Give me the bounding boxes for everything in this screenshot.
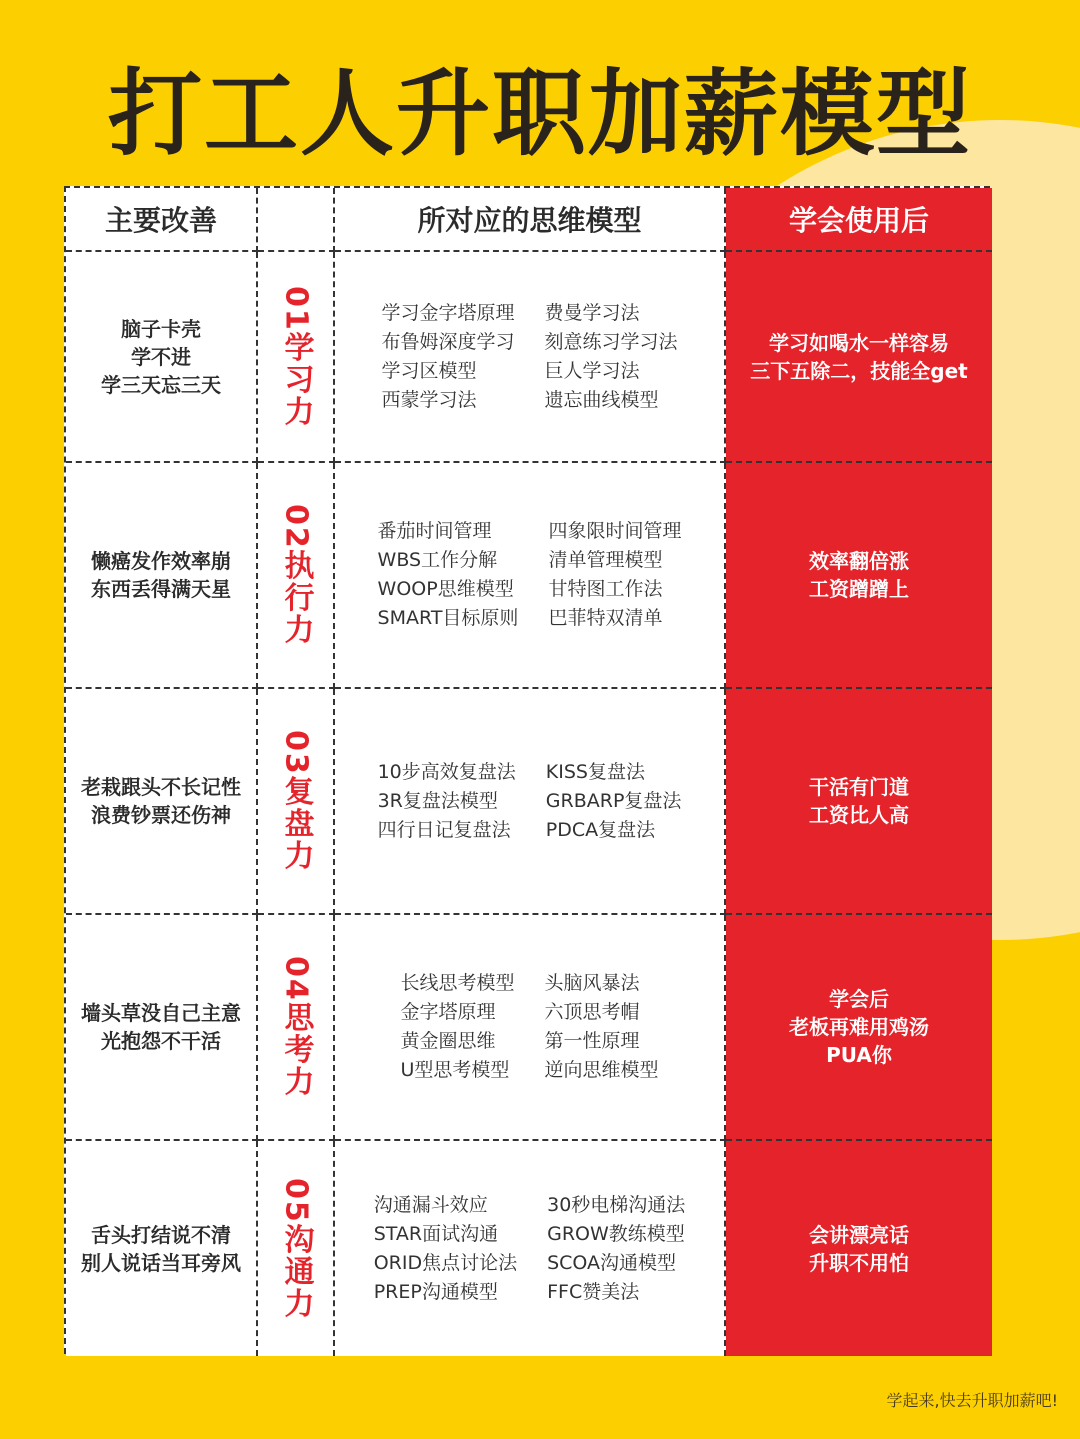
model-item: 长线思考模型 [400, 972, 515, 994]
benefit-line: 三下五除二，技能全get [750, 358, 968, 383]
problem-line: 别人说话当耳旁风 [81, 1250, 241, 1275]
model-item: 番茄时间管理 [377, 520, 492, 542]
skill-label: 04思考力 [278, 956, 314, 1098]
model-item: 第一性原理 [544, 1030, 640, 1052]
problem-cell [66, 689, 258, 915]
models-cell [335, 689, 726, 915]
benefit-cell [726, 915, 992, 1141]
model-item: 头脑风暴法 [544, 972, 640, 994]
skill-label: 01学习力 [278, 285, 314, 428]
problem-text [101, 315, 221, 399]
benefit-line: PUA你 [826, 1043, 892, 1067]
benefit-line: 工资比人高 [809, 803, 909, 827]
skill-cell [258, 463, 335, 689]
model-item: 10步高效复盘法 [377, 760, 516, 783]
benefit-line: 学会后 [829, 987, 889, 1011]
skill-cell [258, 1141, 335, 1356]
benefit-line: 升职不用怕 [809, 1250, 909, 1275]
models-cell [335, 252, 726, 463]
problem-text [81, 999, 241, 1055]
model-item: SMART目标原则 [377, 607, 519, 629]
problem-line: 墙头草没自己主意 [81, 1001, 241, 1025]
problem-line: 学三天忘三天 [101, 372, 221, 397]
model-item: 学习区模型 [381, 359, 477, 382]
benefit-line: 学习如喝水一样容易 [768, 330, 949, 355]
model-table [64, 186, 990, 1354]
model-item: 清单管理模型 [548, 549, 663, 571]
benefit-cell [726, 463, 992, 689]
benefit-cell [726, 689, 992, 915]
model-item: 布鲁姆深度学习 [381, 330, 515, 353]
models-cell [335, 1141, 726, 1356]
benefit-line: 工资蹭蹭上 [809, 577, 909, 601]
problem-line: 光抱怨不干活 [101, 1029, 221, 1053]
skill-label: 03复盘力 [278, 730, 314, 872]
model-item: 遗忘曲线模型 [544, 388, 659, 411]
model-item: ORID焦点讨论法 [373, 1251, 518, 1274]
problem-text [91, 547, 231, 603]
problem-line: 懒癌发作效率崩 [91, 549, 231, 573]
skill-cell [258, 252, 335, 463]
problem-line: 舌头打结说不清 [91, 1222, 231, 1247]
skill-cell [258, 915, 335, 1141]
model-item: 巨人学习法 [544, 359, 640, 382]
page-title: 打工人升职加薪模型 [107, 60, 972, 169]
model-item: 四行日记复盘法 [377, 818, 511, 841]
model-item: GROW教练模型 [547, 1222, 685, 1245]
model-item: 四象限时间管理 [548, 520, 682, 542]
header-models: 所对应的思维模型 [335, 188, 726, 252]
model-item: FFC赞美法 [547, 1280, 640, 1303]
benefit-cell [726, 252, 992, 463]
header-skill [258, 188, 335, 252]
benefit-text [750, 329, 967, 385]
models-list [374, 1192, 686, 1306]
benefit-line: 老板再难用鸡汤 [789, 1015, 929, 1039]
models-cell [335, 463, 726, 689]
model-item: 巴菲特双清单 [548, 607, 663, 629]
benefit-line: 会讲漂亮话 [809, 1222, 909, 1247]
header-benefit: 学会使用后 [726, 188, 992, 252]
skill-cell [258, 689, 335, 915]
benefit-line: 效率翻倍涨 [809, 549, 909, 573]
model-item: 刻意练习学习法 [544, 330, 678, 353]
model-item: WBS工作分解 [377, 549, 498, 571]
model-item: PDCA复盘法 [545, 818, 656, 841]
problem-line: 老栽跟头不长记性 [81, 775, 241, 799]
model-item: 逆向思维模型 [544, 1059, 659, 1081]
model-item: 沟通漏斗效应 [373, 1193, 488, 1216]
problem-line: 东西丢得满天星 [91, 577, 231, 601]
model-item: PREP沟通模型 [373, 1280, 498, 1303]
models-list [378, 518, 682, 632]
skill-label: 02执行力 [278, 504, 314, 646]
benefit-line: 干活有门道 [809, 775, 909, 799]
model-item: 30秒电梯沟通法 [547, 1193, 686, 1216]
footer-slogan: 学起来,快去升职加薪吧! [886, 1391, 1058, 1410]
model-item: SCOA沟通模型 [547, 1251, 677, 1274]
model-item: STAR面试沟通 [373, 1222, 499, 1245]
problem-cell [66, 915, 258, 1141]
skill-label: 05沟通力 [278, 1177, 314, 1320]
header-problem: 主要改善 [66, 188, 258, 252]
benefit-text [809, 1221, 909, 1277]
problem-cell [66, 463, 258, 689]
model-item: 甘特图工作法 [548, 578, 663, 600]
benefit-text [809, 547, 909, 603]
model-item: KISS复盘法 [545, 760, 645, 783]
model-item: 3R复盘法模型 [377, 789, 498, 812]
benefit-text [809, 773, 909, 829]
model-item: 费曼学习法 [544, 301, 640, 324]
problem-line: 脑子卡壳 [121, 316, 201, 341]
models-list [400, 970, 658, 1084]
benefit-text [789, 985, 929, 1069]
problem-text [81, 1221, 241, 1277]
problem-line: 学不进 [131, 344, 191, 369]
problem-text [81, 773, 241, 829]
model-item: 学习金字塔原理 [381, 301, 515, 324]
model-item: 六顶思考帽 [544, 1001, 640, 1023]
model-item: WOOP思维模型 [377, 578, 514, 600]
problem-cell [66, 1141, 258, 1356]
models-list [378, 759, 682, 844]
models-list [381, 300, 677, 414]
model-item: 黄金圈思维 [400, 1030, 496, 1052]
problem-cell [66, 252, 258, 463]
model-item: U型思考模型 [400, 1059, 510, 1081]
problem-line: 浪费钞票还伤神 [91, 803, 231, 827]
model-item: 西蒙学习法 [381, 388, 477, 411]
model-item: 金字塔原理 [400, 1001, 496, 1023]
model-item: GRBARP复盘法 [545, 789, 682, 812]
models-cell [335, 915, 726, 1141]
benefit-cell [726, 1141, 992, 1356]
